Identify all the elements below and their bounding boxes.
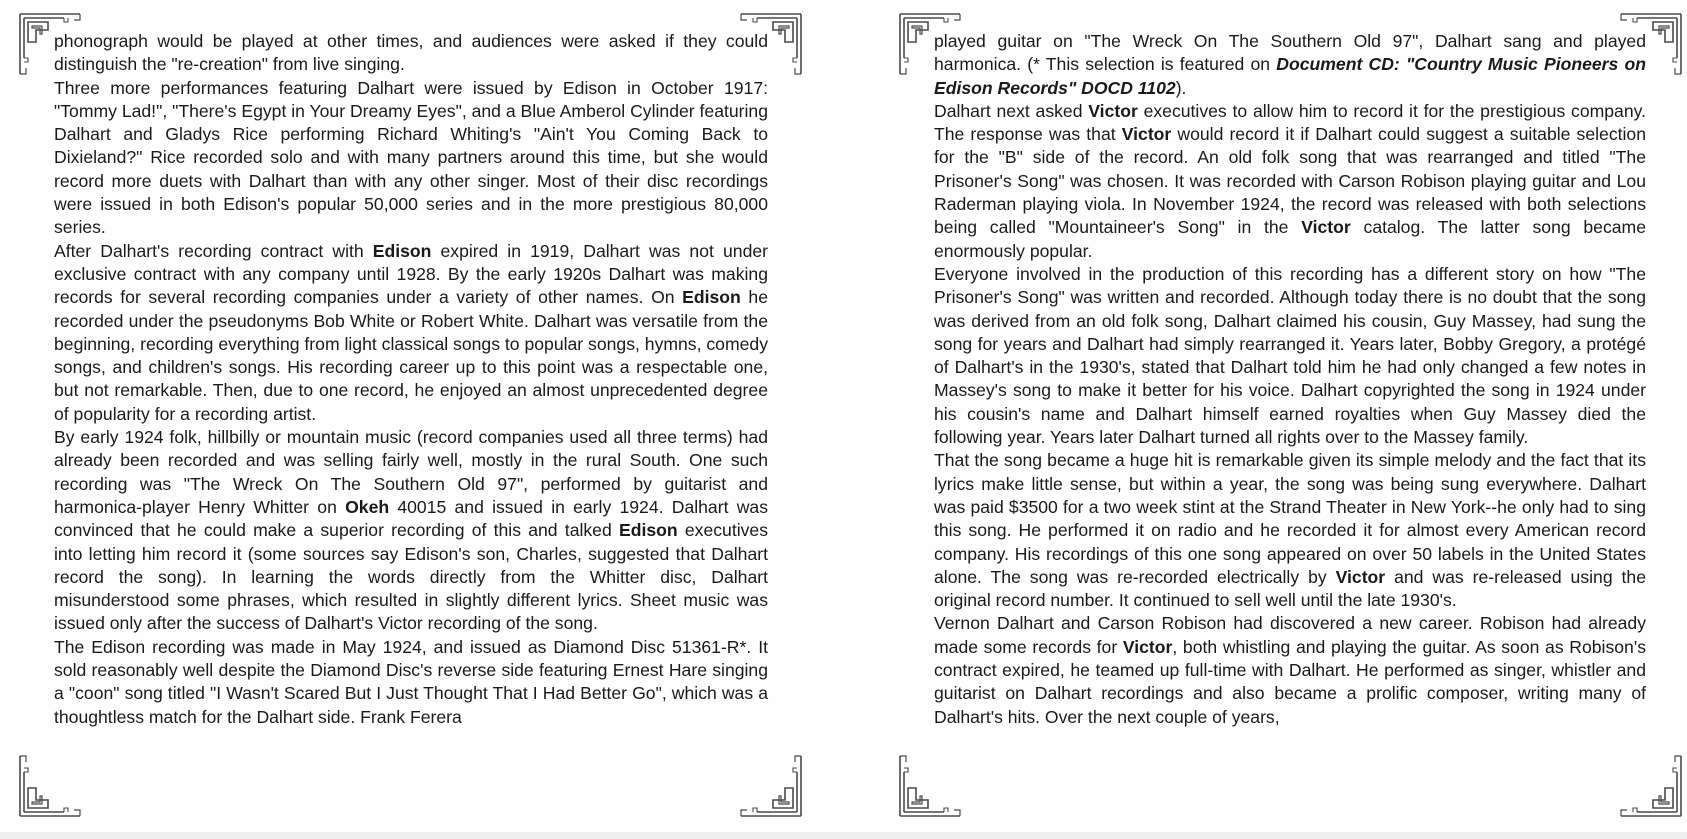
emphasis-text: Edison: [618, 520, 678, 541]
body-text: would record it if Dalhart could suggest a suitable selection for the "B" side of the record. An old folk song that was rearranged and titled "The Prisoner's Song" was chosen. It was recorded with Carson Robison playing guitar and Lou Raderman playing viola. In November 1924, the record was released with both selections being called "Mountaineer's Song" in the: [934, 124, 1646, 238]
emphasis-text: Document CD: "Country Music Pioneers on Edison Records" DOCD 1102: [934, 54, 1646, 98]
body-text: executives to allow him to record it for the prestigious company. The response was that: [934, 100, 1646, 145]
paragraph: [54, 426, 768, 636]
right-page: [843, 0, 1687, 839]
body-text: , both whistling and playing the guitar. As soon as Robison's contract expired, he teamed up full-time with Dalhart. He performed as singer, whistler and guitarist on Dalhart recordings and also became a prolific composer, writing many of Dalhart's hits. Over the next couple of years,: [934, 636, 1646, 727]
body-text: catalog. The latter song became enormously popular.: [934, 217, 1646, 261]
body-text: That the song became a huge hit is remarkable given its simple melody and the fact that its lyrics make little sense, but within a year, the song was being sung everywhere. Dalhart was paid $3500 for a two week stint at the Strand Theater in New York--he only had to sing this song. He performed it on radio and he recorded it for almost every American record company. His recordings of this one song appeared on over 50 labels in the United States alone. The song was re-recorded electrically by: [934, 450, 1646, 587]
scan-edge: [0, 832, 1687, 839]
body-text: By early 1924 folk, hillbilly or mountain music (record companies used all three terms) had already been recorded and was selling fairly well, mostly in the rural South. One such recording was "The Wreck On The Southern Old 97", performed by guitarist and harmonica-player Henry Whitter on: [54, 427, 768, 517]
paragraph: [54, 77, 768, 240]
emphasis-text: Edison: [682, 287, 741, 308]
left-page: [0, 0, 843, 839]
art-deco-corner-icon: [1613, 748, 1683, 818]
emphasis-text: Edison: [372, 240, 432, 261]
emphasis-text: Victor: [1122, 636, 1173, 657]
art-deco-corner-icon: [733, 748, 803, 818]
body-text: Everyone involved in the production of this recording has a different story on how "The Prisoner's Song" was written and recorded. Although today there is no doubt that the song was derived from an old folk song, Dalhart claimed his cousin, Guy Massey, had sung the song for years and Dalhart had simply rearranged it. Years later, Bobby Gregory, a protégé of Dalhart's in the 1930's, stated that Dalhart told him he had only changed a few notes in Massey's song to make it better for his voice. Dalhart copyrighted the song in 1924 under his cousin's name and Dalhart himself earned royalties when Guy Massey died the following year. Years later Dalhart turned all rights over to the Massey family.: [934, 263, 1646, 448]
right-text-column: [934, 30, 1646, 729]
body-text: phonograph would be played at other times, and audiences were asked if they could distinguish the "re-creation" from live singing.: [54, 31, 768, 75]
paragraph: [54, 240, 768, 426]
body-text: played guitar on "The Wreck On The Southern Old 97", Dalhart sang and played harmonica. (* This selection is featured on: [934, 31, 1646, 75]
paragraph: [934, 263, 1646, 449]
body-text: Dalhart next asked: [934, 100, 1089, 121]
body-text: The Edison recording was made in May 1924, and issued as Diamond Disc 51361-R*. It sold reasonably well despite the Diamond Disc's reverse side featuring Ernest Hare singing a "coon" song titled "I Wasn't Scared But I Just Thought That I Had Better Go", which was a thoughtless match for the Dalhart side. Frank Ferera: [54, 636, 768, 727]
paragraph: [934, 30, 1646, 100]
body-text: and was re-released using the original record number. It continued to sell well until the late 1930's.: [934, 566, 1647, 611]
emphasis-text: Victor: [1121, 124, 1172, 145]
paragraph: [54, 636, 768, 729]
body-text: executives into letting him record it (some sources say Edison's son, Charles, suggested that Dalhart record the song). In learning the words directly from the Whitter disc, Dalhart misunderstood some phrases, which resulted in slightly different lyrics. Sheet music was issued only after the success of Dalhart's Victor recording of the song.: [54, 520, 768, 634]
body-text: Vernon Dalhart and Carson Robison had discovered a new career. Robison had already made some records for: [934, 613, 1646, 657]
body-text: expired in 1919, Dalhart was not under exclusive contract with any company until 1928. By the early 1920s Dalhart was making records for several recording companies under a variety of other names. On: [54, 240, 768, 308]
body-text: 40015 and issued in early 1924. Dalhart was convinced that he could make a superior recording of this and talked: [54, 496, 768, 541]
emphasis-text: Victor: [1335, 566, 1386, 587]
emphasis-text: Okeh: [345, 496, 390, 517]
art-deco-corner-icon: [18, 748, 88, 818]
emphasis-text: Victor: [1088, 100, 1138, 121]
art-deco-corner-icon: [898, 748, 968, 818]
paragraph: [934, 100, 1646, 263]
left-text-column: [54, 30, 768, 729]
paragraph: [934, 612, 1646, 728]
paragraph: [934, 449, 1646, 612]
body-text: ).: [1175, 77, 1187, 98]
emphasis-text: Victor: [1301, 217, 1351, 238]
body-text: Three more performances featuring Dalhart were issued by Edison in October 1917: "Tommy Lad!", "There's Egypt in Your Dreamy Eyes", and a Blue Amberol Cylinder featuring Dalhart and Gladys Rice performing Richard Whiting's "Ain't You Coming Back to Dixieland?" Rice recorded solo and with many partners around this time, but she would record more duets with Dalhart than with any other singer. Most of their disc recordings were issued in both Edison's popular 50,000 series and in the more prestigious 80,000 series.: [54, 77, 768, 238]
body-text: he recorded under the pseudonyms Bob White or Robert White. Dalhart was versatile from the beginning, recording everything from light classical songs to popular songs, hymns, comedy songs, and children's songs. His recording career up to this point was a respectable one, but not remarkable. Then, due to one record, he enjoyed an almost unprecedented degree of popularity for a recording artist.: [54, 287, 768, 424]
paragraph: [54, 30, 768, 77]
body-text: After Dalhart's recording contract with: [54, 240, 373, 261]
